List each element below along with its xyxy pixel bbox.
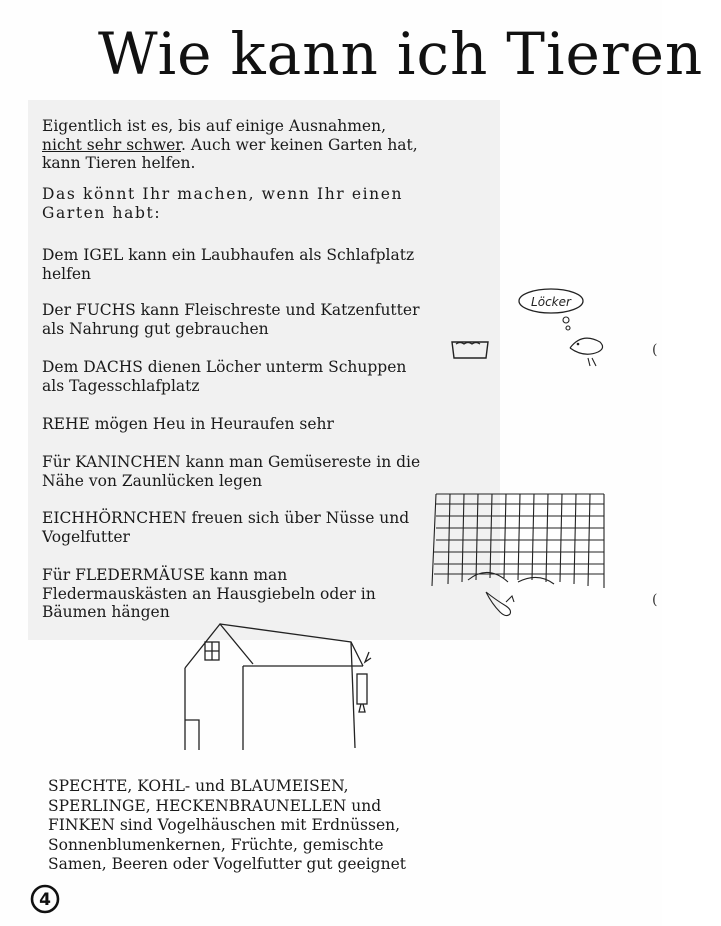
- page-number-text: 4: [39, 890, 51, 910]
- birds-line: SPECHTE, KOHL- und BLAUMEISEN,: [48, 777, 349, 795]
- garden-intro: [42, 185, 442, 222]
- intro-paragraph: [42, 117, 442, 173]
- item-igel: Dem IGEL kann ein Laubhaufen als Schlafplatz helfen: [42, 246, 415, 283]
- title-word: ich: [396, 20, 489, 88]
- garden-intro-line: Garten habt:: [42, 203, 162, 222]
- item-fuchs: Der FUCHS kann Fleischreste und Katzenfutter als Nahrung gut gebrauchen: [42, 301, 420, 338]
- intro-text: Eigentlich ist es, bis auf einige Ausnahmen,: [42, 117, 386, 135]
- page-number: [30, 884, 60, 914]
- edge-mark: (: [652, 592, 658, 608]
- item-dachs: Dem DACHS dienen Löcher unterm Schuppen als Tagesschlafplatz: [42, 358, 407, 395]
- item-fledermaeuse: Für FLEDERMÄUSE kann man Fledermauskästen an Hausgiebeln oder in Bäumen hängen: [42, 566, 376, 621]
- birds-line: SPERLINGE, HECKENBRAUNELLEN und: [48, 796, 382, 815]
- birds-line: FINKEN sind Vogelhäuschen mit Erdnüssen,: [48, 816, 401, 834]
- item-rehe: REHE mögen Heu in Heuraufen sehr: [42, 415, 334, 433]
- food-bowl-sketch: [448, 336, 493, 364]
- intro-text: . Auch wer keinen Garten hat,: [180, 135, 418, 154]
- title-word: Wie: [98, 20, 213, 88]
- intro-underlined-text: nicht sehr schwer: [42, 135, 181, 154]
- mouse-thought-sketch: [518, 286, 618, 376]
- thought-bubble-label: Löcker: [531, 295, 571, 309]
- item-eichhoernchen: EICHHÖRNCHEN freuen sich über Nüsse und Vogelfutter: [42, 509, 410, 546]
- house-sketch: [175, 618, 385, 756]
- page-title: [98, 20, 721, 88]
- birds-paragraph: [48, 777, 448, 875]
- garden-intro-line: Das könnt Ihr machen, wenn Ihr einen: [42, 185, 404, 203]
- birds-line: Samen, Beeren oder Vogelfutter gut geeignet: [48, 855, 406, 873]
- fence-sketch: [428, 490, 610, 625]
- item-kaninchen: Für KANINCHEN kann man Gemüsereste in die Nähe von Zaunlücken legen: [42, 453, 421, 490]
- birds-line: Sonnenblumenkernen, Früchte, gemischte: [48, 835, 384, 854]
- title-word: kann: [230, 20, 379, 88]
- edge-mark: (: [652, 342, 658, 358]
- intro-text: kann Tieren helfen.: [42, 154, 196, 172]
- title-word: Tieren: [506, 20, 704, 88]
